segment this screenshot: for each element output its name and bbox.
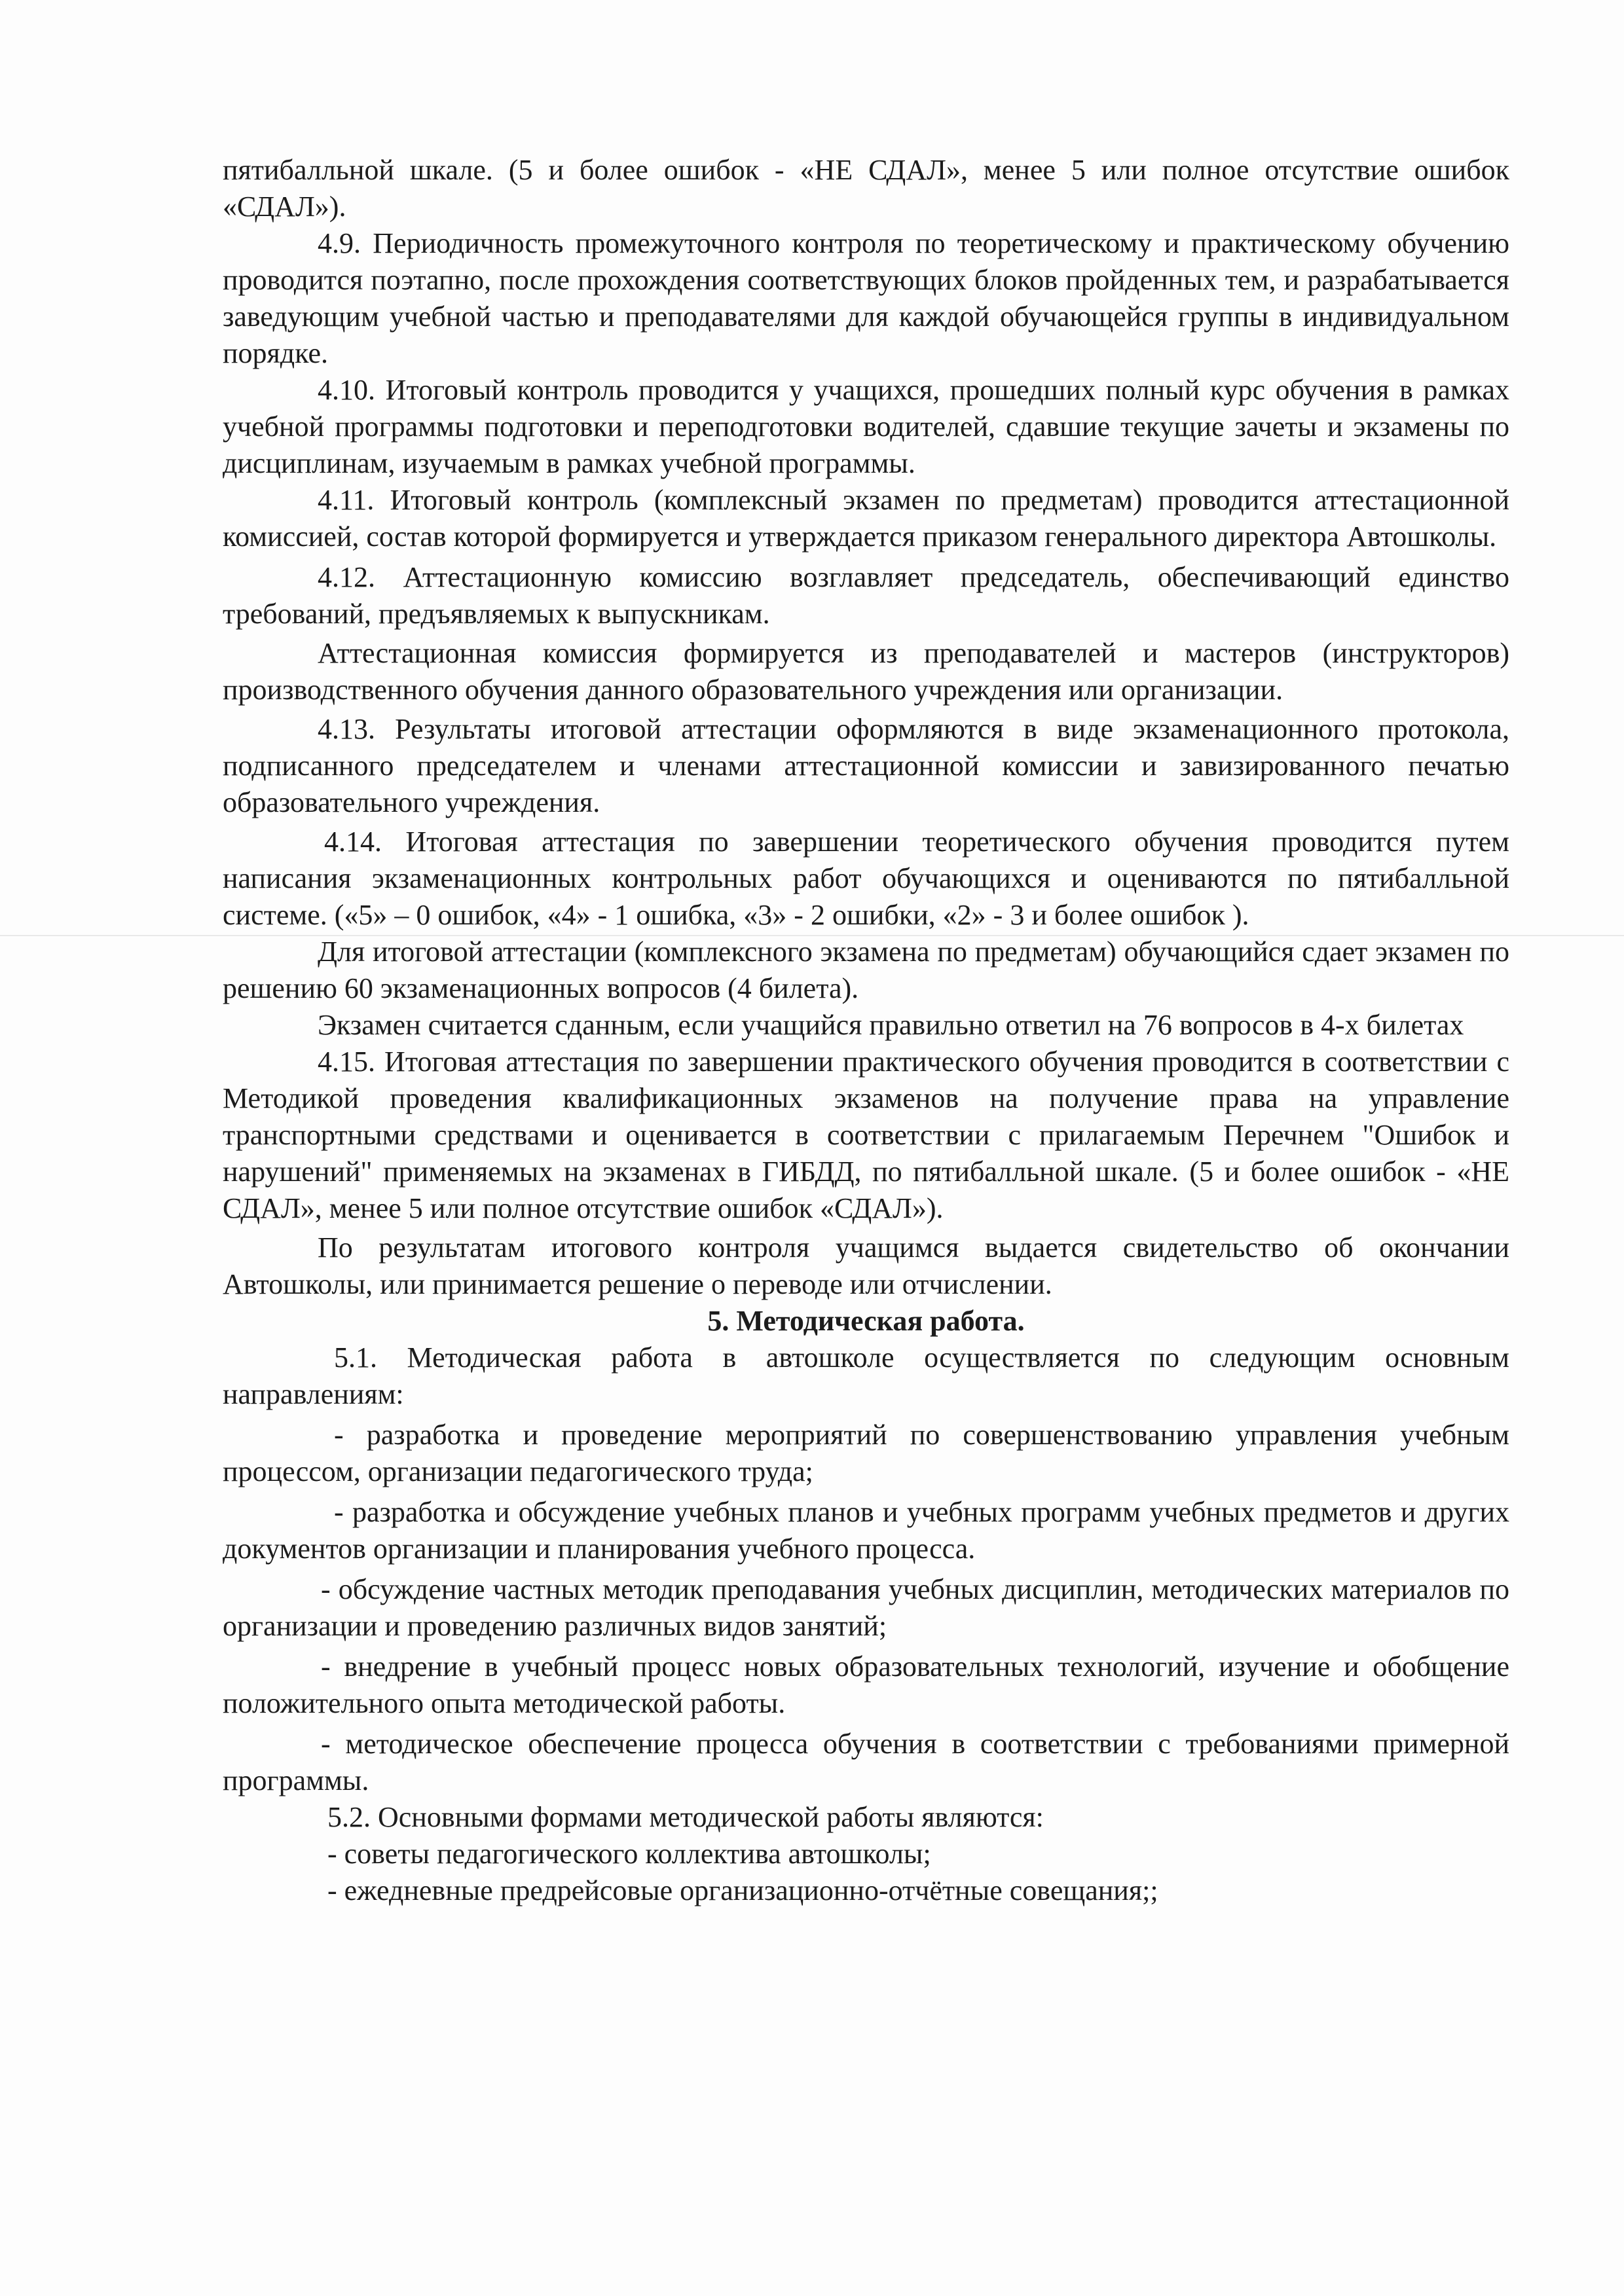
list-item-technologies: - внедрение в учебный процесс новых образовательных технологий, изучение и обобщение положительного опыта методической работы. [223,1650,1509,1719]
paragraph-5-2: 5.2. Основными формами методической работы являются: [327,1801,1044,1833]
list-item-councils: - советы педагогического коллектива автошколы; [327,1838,931,1870]
list-item-development: - разработка и проведение мероприятий по совершенствованию управления учебным процессом, организации педагогического труда; [223,1419,1509,1487]
paragraph-4-9: 4.9. Периодичность промежуточного контроля по теоретическому и практическому обучению проводится поэтапно, после прохождения соответствующих блоков пройденных тем, и разрабатывается заведующим учебной частью и преподавателями для каждой обучающейся группы в индивидуальном порядке. [223,227,1509,369]
paragraph-4-14: 4.14. Итоговая аттестация по завершении теоретического обучения проводится путем написания экзаменационных контрольных работ обучающихся и оцениваются по пятибалльной системе. («5» – 0 ошибок, «4» - 1 ошибка, «3» - 2 ошибки, «2» - 3 и более ошибок ). [223,826,1509,931]
paragraph-exam-passed: Экзамен считается сданным, если учащийся правильно ответил на 76 вопросов в 4-х билетах [318,1009,1464,1041]
list-item-methodical-support: - методическое обеспечение процесса обучения в соответствии с требованиями примерной программы. [223,1728,1509,1796]
paragraph-certificate: По результатам итогового контроля учащимся выдается свидетельство об окончании Автошколы, или принимается решение о переводе или отчислении. [223,1231,1509,1300]
paragraph-final-exam-questions: Для итоговой аттестации (комплексного экзамена по предметам) обучающийся сдает экзамен по решению 60 экзаменационных вопросов (4 билета). [223,936,1509,1004]
section-heading-methodical-work: 5. Методическая работа. [707,1305,1025,1337]
paragraph-4-11: 4.11. Итоговый контроль (комплексный экзамен по предметам) проводится аттестационной комиссией, состав которой формируется и утверждается приказом генерального директора Автошколы. [223,484,1509,553]
paragraph-5-1: 5.1. Методическая работа в автошколе осуществляется по следующим основным направлениям: [223,1341,1509,1410]
paragraph-grading-scale: пятибалльной шкале. (5 и более ошибок - «НЕ СДАЛ», менее 5 или полное отсутствие ошибок «СДАЛ»). [223,154,1509,223]
paragraph-commission-composition: Аттестационная комиссия формируется из преподавателей и мастеров (инструкторов) производственного обучения данного образовательного учреждения или организации. [223,637,1509,706]
list-item-methods-discussion: - обсуждение частных методик преподавания учебных дисциплин, методических материалов по организации и проведению различных видов занятий; [223,1573,1509,1642]
document-body [223,152,1509,1909]
paragraph-4-15: 4.15. Итоговая аттестация по завершении практического обучения проводится в соответствии с Методикой проведения квалификационных экзаменов на получение права на управление транспортными средствами и оценивается в соответствии с прилагаемым Перечнем "Ошибок и нарушений" применяемых на экзаменах в ГИБДД, по пятибалльной шкале. (5 и более ошибок - «НЕ СДАЛ», менее 5 или полное отсутствие ошибок «СДАЛ»). [223,1046,1509,1224]
list-item-daily-meetings: - ежедневные предрейсовые организационно-отчётные совещания;; [327,1874,1158,1906]
list-item-plans-programs: - разработка и обсуждение учебных планов и учебных программ учебных предметов и других документов организации и планирования учебного процесса. [223,1496,1509,1565]
paragraph-4-10: 4.10. Итоговый контроль проводится у учащихся, прошедших полный курс обучения в рамках учебной программы подготовки и переподготовки водителей, сдавшие текущие зачеты и экзамены по дисциплинам, изучаемым в рамках учебной программы. [223,374,1509,479]
paragraph-4-12: 4.12. Аттестационную комиссию возглавляет председатель, обеспечивающий единство требований, предъявляемых к выпускникам. [223,561,1509,630]
paragraph-4-13: 4.13. Результаты итоговой аттестации оформляются в виде экзаменационного протокола, подписанного председателем и членами аттестационной комиссии и завизированного печатью образовательного учреждения. [223,713,1509,818]
